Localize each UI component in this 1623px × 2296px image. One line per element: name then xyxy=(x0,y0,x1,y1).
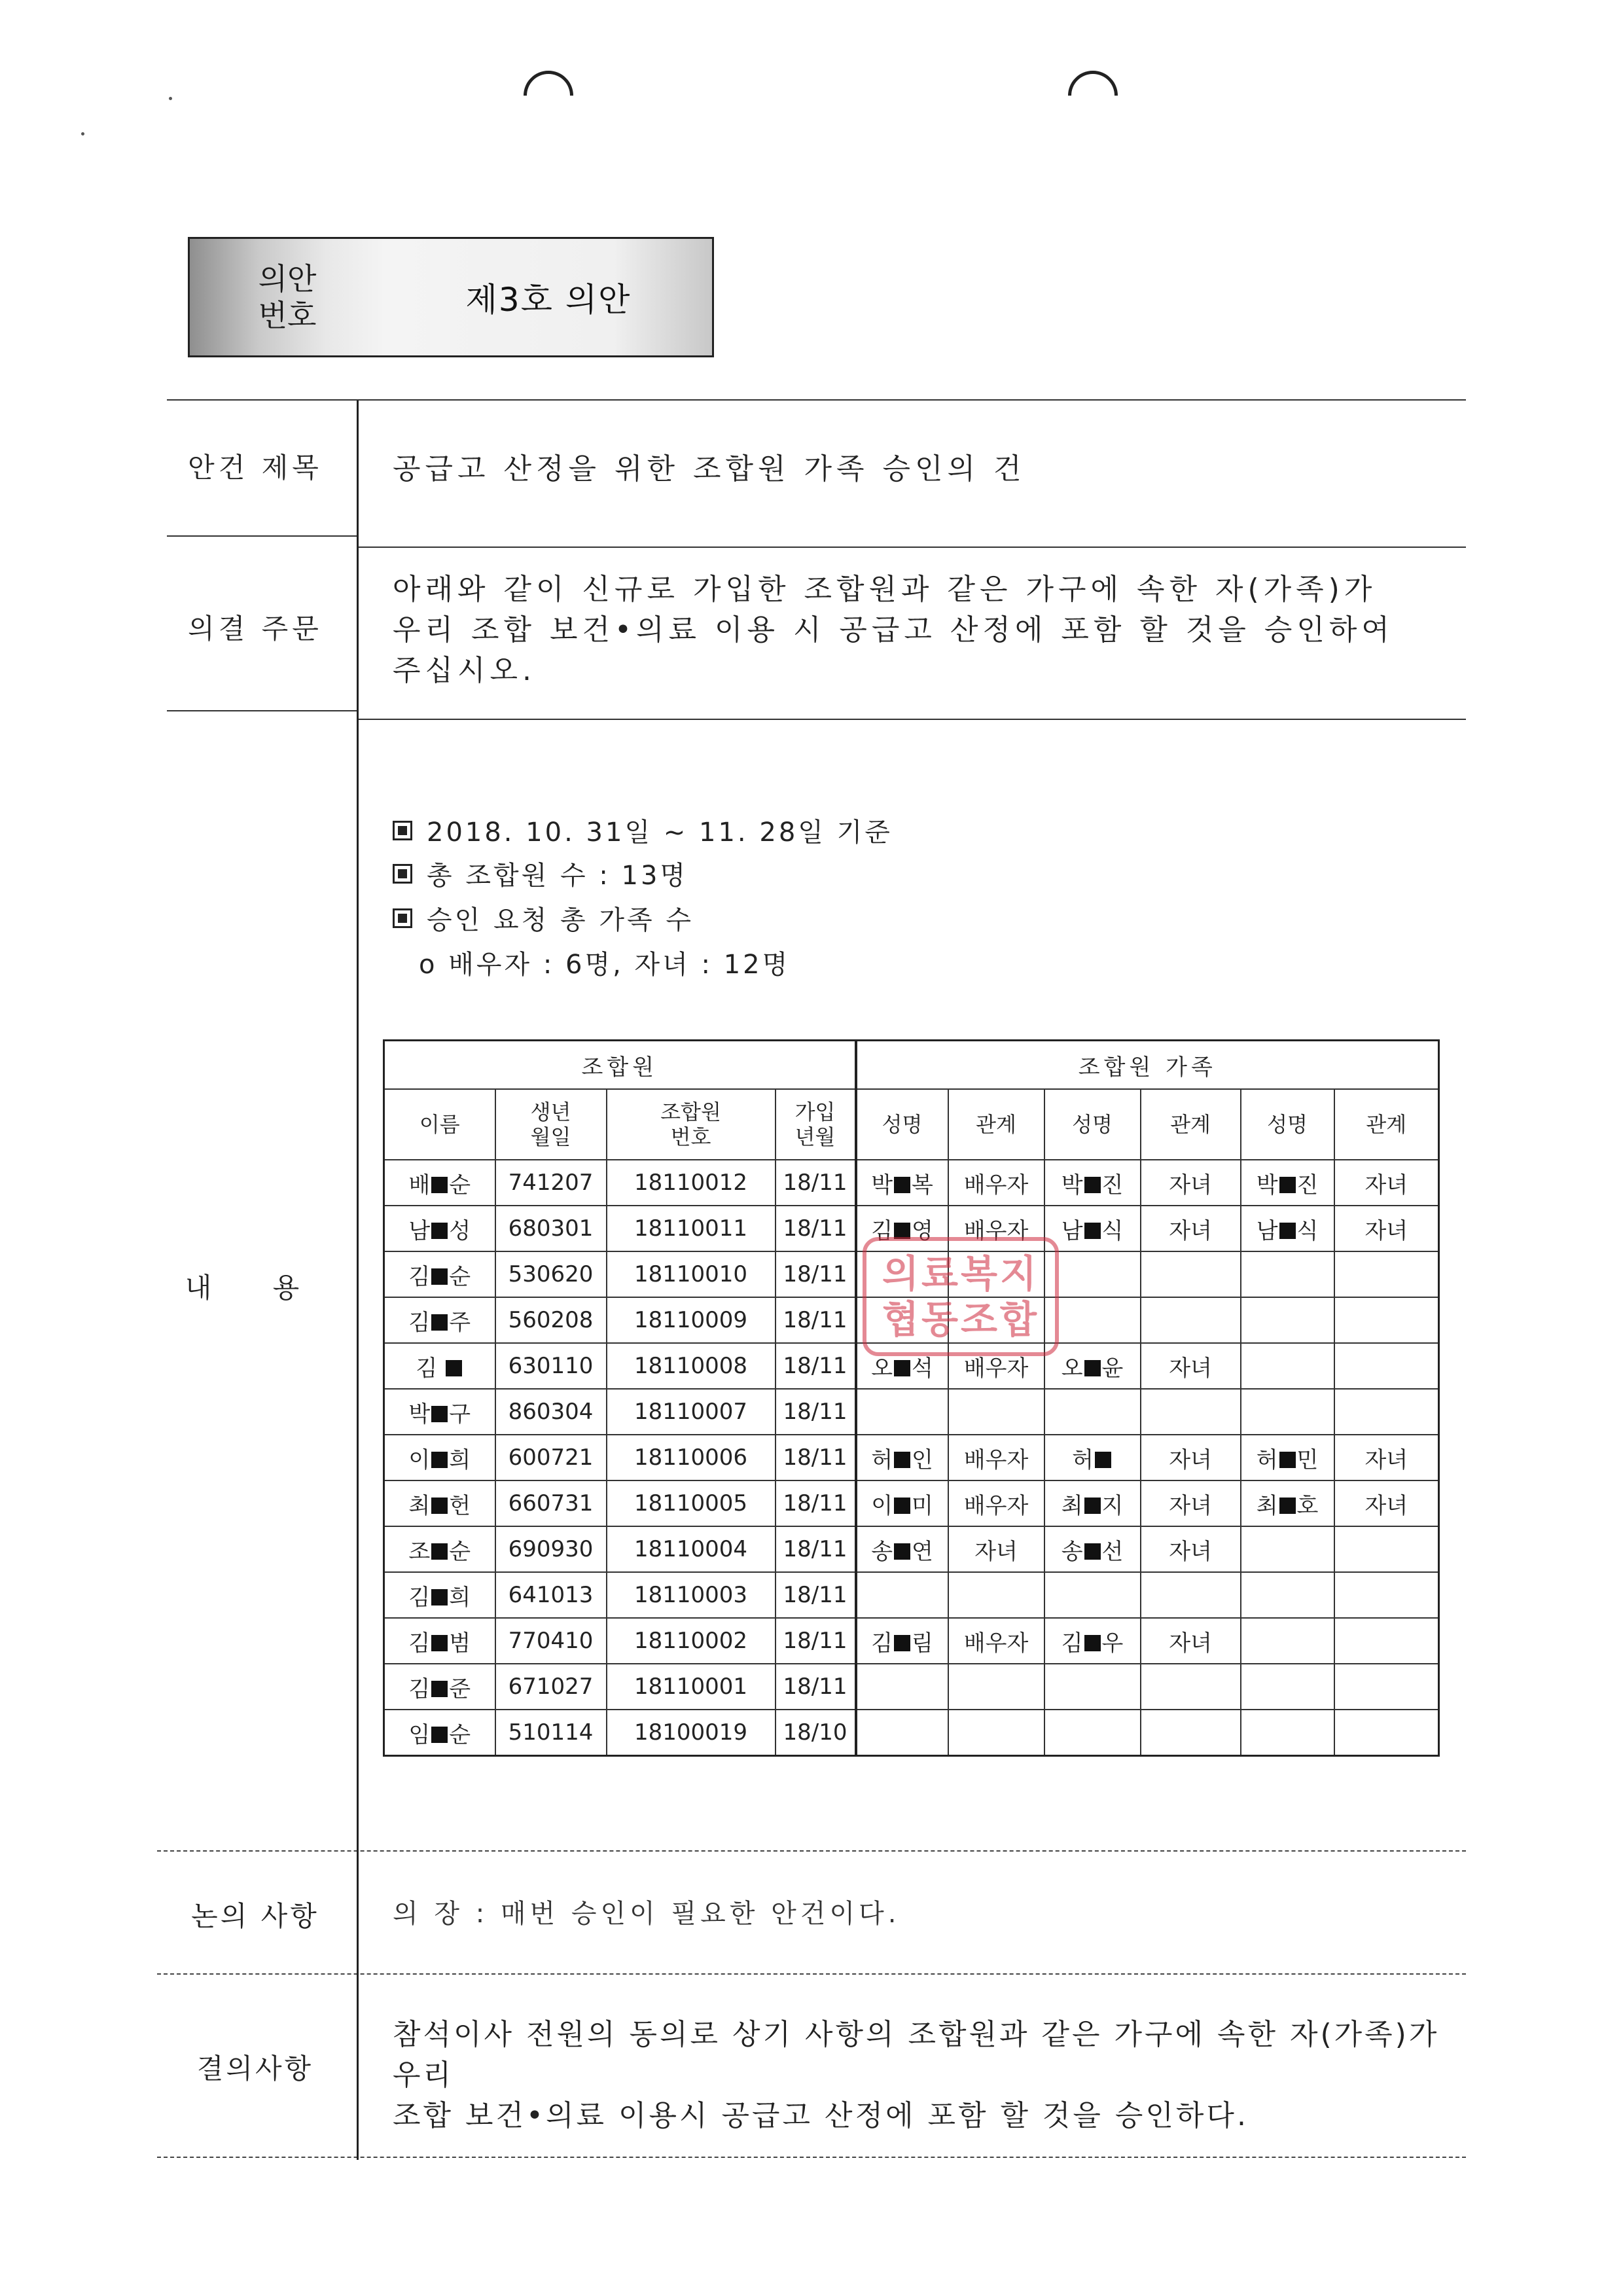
redaction-mark xyxy=(894,1223,910,1239)
table-cell xyxy=(856,1389,948,1435)
divider xyxy=(167,535,357,537)
table-cell: 자녀 xyxy=(1141,1435,1241,1480)
redaction-mark xyxy=(431,1727,448,1743)
section-label-content: 내 용 xyxy=(185,1272,326,1304)
table-cell xyxy=(1334,1251,1439,1297)
redaction-mark xyxy=(431,1589,448,1605)
table-row xyxy=(384,1618,1439,1664)
punch-hole-left xyxy=(513,60,583,130)
table-cell xyxy=(1141,1389,1241,1435)
table-row xyxy=(384,1435,1439,1480)
table-cell: 배 순 xyxy=(384,1160,495,1206)
table-cell: 배우자 xyxy=(948,1435,1044,1480)
decision-line: 참석이사 전원의 동의로 상기 사항의 조합원과 같은 가구에 속한 자(가족)가 우리 xyxy=(393,2018,1440,2092)
agenda-number-label-text: 의안 번호 xyxy=(258,261,317,333)
table-cell: 560208 xyxy=(495,1297,607,1343)
table-cell: 최 지 xyxy=(1044,1480,1141,1526)
scan-speck xyxy=(81,132,84,135)
table-cell xyxy=(1241,1251,1334,1297)
table-cell xyxy=(1141,1251,1241,1297)
table-cell xyxy=(856,1572,948,1618)
table-cell: 641013 xyxy=(495,1572,607,1618)
divider xyxy=(357,719,1466,720)
label-column-divider xyxy=(357,401,359,2160)
table-cell: 18/11 xyxy=(776,1435,856,1480)
table-cell xyxy=(1334,1297,1439,1343)
table-cell xyxy=(948,1710,1044,1756)
redaction-mark xyxy=(1279,1177,1296,1193)
discussion-text: 의 장 : 매번 승인이 필요한 안건이다. xyxy=(393,1899,901,1929)
table-cell: 자녀 xyxy=(1141,1160,1241,1206)
agenda-title-text: 공급고 산정을 위한 조합원 가족 승인의 건 xyxy=(393,452,1026,486)
table-cell: 18/11 xyxy=(776,1526,856,1572)
table-cell: 770410 xyxy=(495,1618,607,1664)
table-cell xyxy=(1241,1297,1334,1343)
table-cell: 자녀 xyxy=(1141,1480,1241,1526)
bullet-text: 2018. 10. 31일 ~ 11. 28일 기준 xyxy=(427,817,893,848)
column-header: 성명 xyxy=(1044,1089,1141,1160)
scan-speck xyxy=(169,97,172,100)
redaction-mark xyxy=(1279,1452,1296,1468)
redaction-mark xyxy=(431,1406,448,1422)
table-cell: 허 xyxy=(1044,1435,1141,1480)
redaction-mark xyxy=(431,1681,448,1697)
checkbox-square-icon xyxy=(393,821,412,840)
redaction-mark xyxy=(1084,1635,1101,1651)
table-cell: 630110 xyxy=(495,1343,607,1389)
table-cell: 18110002 xyxy=(607,1618,776,1664)
redaction-mark xyxy=(1084,1177,1101,1193)
table-cell xyxy=(1241,1343,1334,1389)
table-cell: 18100019 xyxy=(607,1710,776,1756)
table-cell: 18/11 xyxy=(776,1618,856,1664)
table-cell: 임 순 xyxy=(384,1710,495,1756)
table-cell: 600721 xyxy=(495,1435,607,1480)
column-header: 관계 xyxy=(1334,1089,1439,1160)
table-cell: 18/11 xyxy=(776,1297,856,1343)
divider xyxy=(167,399,1466,401)
table-cell: 18110009 xyxy=(607,1297,776,1343)
table-cell: 자녀 xyxy=(1141,1206,1241,1251)
divider xyxy=(157,2157,1466,2158)
table-cell: 18110001 xyxy=(607,1664,776,1710)
bullet-text: 총 조합원 수 : 13명 xyxy=(427,861,688,891)
redaction-mark xyxy=(894,1452,910,1468)
table-cell: 허 민 xyxy=(1241,1435,1334,1480)
table-cell xyxy=(1334,1664,1439,1710)
table-cell: 배우자 xyxy=(948,1618,1044,1664)
table-cell xyxy=(1141,1572,1241,1618)
redaction-mark xyxy=(894,1177,910,1193)
table-cell: 18110010 xyxy=(607,1251,776,1297)
table-cell xyxy=(1141,1297,1241,1343)
table-row xyxy=(384,1572,1439,1618)
table-cell xyxy=(1334,1618,1439,1664)
redaction-mark xyxy=(1084,1498,1101,1514)
table-cell xyxy=(1241,1572,1334,1618)
table-cell: 860304 xyxy=(495,1389,607,1435)
redaction-mark xyxy=(1095,1452,1111,1468)
table-cell: 18/11 xyxy=(776,1664,856,1710)
redaction-mark xyxy=(431,1177,448,1193)
table-cell: 박 진 xyxy=(1044,1160,1141,1206)
seal-text: 의료복지 xyxy=(882,1251,1040,1296)
table-cell xyxy=(948,1572,1044,1618)
table-cell: 허 인 xyxy=(856,1435,948,1480)
resolution-line: 아래와 같이 신규로 가입한 조합원과 같은 가구에 속한 자(가족)가 xyxy=(393,573,1377,606)
table-cell: 18110011 xyxy=(607,1206,776,1251)
redaction-mark xyxy=(1279,1498,1296,1514)
redaction-mark xyxy=(894,1635,910,1651)
table-cell: 김 주 xyxy=(384,1297,495,1343)
bullet-item xyxy=(393,855,688,892)
table-cell: 김 xyxy=(384,1343,495,1389)
table-cell: 최 호 xyxy=(1241,1480,1334,1526)
table-cell xyxy=(948,1664,1044,1710)
table-cell: 18110003 xyxy=(607,1572,776,1618)
table-cell xyxy=(1044,1572,1141,1618)
table-cell: 자녀 xyxy=(1141,1618,1241,1664)
table-cell xyxy=(1241,1710,1334,1756)
seal-text: 협동조합 xyxy=(882,1297,1040,1342)
table-cell: 송 연 xyxy=(856,1526,948,1572)
table-cell: 김 우 xyxy=(1044,1618,1141,1664)
table-cell: 18110007 xyxy=(607,1389,776,1435)
redaction-mark xyxy=(431,1543,448,1560)
column-header: 관계 xyxy=(1141,1089,1241,1160)
bullet-item xyxy=(393,899,694,937)
table-cell: 김 순 xyxy=(384,1251,495,1297)
table-cell: 배우자 xyxy=(948,1343,1044,1389)
table-cell xyxy=(1141,1664,1241,1710)
table-row xyxy=(384,1664,1439,1710)
table-cell: 남 성 xyxy=(384,1206,495,1251)
resolution-text xyxy=(393,569,1440,691)
redaction-mark xyxy=(1279,1223,1296,1239)
table-cell: 오 석 xyxy=(856,1343,948,1389)
divider xyxy=(157,1850,1466,1852)
bullet-text: 승인 요청 총 가족 수 xyxy=(427,905,694,935)
table-cell: 박 복 xyxy=(856,1160,948,1206)
divider xyxy=(157,1973,1466,1975)
divider xyxy=(167,710,357,711)
redaction-mark xyxy=(1084,1543,1101,1560)
table-cell: 671027 xyxy=(495,1664,607,1710)
punch-hole-right xyxy=(1058,60,1128,130)
table-cell: 자녀 xyxy=(1141,1343,1241,1389)
table-cell xyxy=(1241,1526,1334,1572)
table-cell: 자녀 xyxy=(1334,1435,1439,1480)
column-header: 관계 xyxy=(948,1089,1044,1160)
redaction-mark xyxy=(894,1360,910,1376)
table-cell: 김 범 xyxy=(384,1618,495,1664)
column-header: 성명 xyxy=(1241,1089,1334,1160)
redaction-mark xyxy=(431,1314,448,1331)
table-row xyxy=(384,1480,1439,1526)
table-cell xyxy=(1241,1618,1334,1664)
section-label-title: 안건 제목 xyxy=(188,452,323,484)
table-cell: 남 식 xyxy=(1044,1206,1141,1251)
table-cell: 18/11 xyxy=(776,1206,856,1251)
table-cell xyxy=(1334,1572,1439,1618)
group-header-member: 조합원 xyxy=(384,1041,856,1090)
redaction-mark xyxy=(446,1360,462,1376)
table-cell: 18110008 xyxy=(607,1343,776,1389)
table-cell xyxy=(1044,1710,1141,1756)
table-cell: 자녀 xyxy=(948,1526,1044,1572)
table-cell: 18/10 xyxy=(776,1710,856,1756)
table-cell xyxy=(948,1389,1044,1435)
table-cell: 박 진 xyxy=(1241,1160,1334,1206)
redaction-mark xyxy=(894,1543,910,1560)
table-cell: 18110005 xyxy=(607,1480,776,1526)
sub-bullet-item: o 배우자 : 6명, 자녀 : 12명 xyxy=(419,950,791,980)
column-header: 생년 월일 xyxy=(495,1089,607,1160)
table-cell: 18/11 xyxy=(776,1389,856,1435)
redaction-mark xyxy=(1084,1360,1101,1376)
column-header: 이름 xyxy=(384,1089,495,1160)
table-cell: 자녀 xyxy=(1334,1480,1439,1526)
table-cell xyxy=(1334,1526,1439,1572)
table-cell: 18/11 xyxy=(776,1572,856,1618)
resolution-line: 주십시오. xyxy=(393,654,537,687)
table-cell: 김 영 xyxy=(856,1206,948,1251)
table-cell: 남 식 xyxy=(1241,1206,1334,1251)
table-cell xyxy=(1044,1389,1141,1435)
section-label-decision: 결의사항 xyxy=(196,2053,314,2085)
table-row xyxy=(384,1160,1439,1206)
table-cell xyxy=(1241,1664,1334,1710)
table-cell: 741207 xyxy=(495,1160,607,1206)
table-cell: 18110004 xyxy=(607,1526,776,1572)
agenda-number-label xyxy=(190,239,385,355)
table-cell: 660731 xyxy=(495,1480,607,1526)
group-header-family: 조합원 가족 xyxy=(856,1041,1439,1090)
table-row xyxy=(384,1710,1439,1756)
column-header: 성명 xyxy=(856,1089,948,1160)
table-cell xyxy=(856,1664,948,1710)
table-cell: 배우자 xyxy=(948,1480,1044,1526)
table-cell: 송 선 xyxy=(1044,1526,1141,1572)
table-cell: 조 순 xyxy=(384,1526,495,1572)
table-cell xyxy=(1241,1389,1334,1435)
table-cell: 18/11 xyxy=(776,1480,856,1526)
member-family-table xyxy=(383,1039,1440,1757)
decision-text xyxy=(393,2015,1466,2136)
table-cell xyxy=(1334,1389,1439,1435)
bullet-item xyxy=(393,812,893,849)
column-header: 조합원 번호 xyxy=(607,1089,776,1160)
resolution-line: 우리 조합 보건•의료 이용 시 공급고 산정에 포함 할 것을 승인하여 xyxy=(393,613,1394,647)
table-cell: 530620 xyxy=(495,1251,607,1297)
redaction-mark xyxy=(431,1452,448,1468)
table-cell: 이 미 xyxy=(856,1480,948,1526)
table-cell: 18110006 xyxy=(607,1435,776,1480)
table-cell xyxy=(1334,1710,1439,1756)
table-cell xyxy=(1044,1664,1141,1710)
redaction-mark xyxy=(431,1635,448,1651)
table-cell: 김 림 xyxy=(856,1618,948,1664)
table-cell: 이 희 xyxy=(384,1435,495,1480)
redaction-mark xyxy=(431,1223,448,1239)
table-cell: 김 준 xyxy=(384,1664,495,1710)
redaction-mark xyxy=(431,1498,448,1514)
table-cell: 박 구 xyxy=(384,1389,495,1435)
table-cell xyxy=(1334,1343,1439,1389)
table-cell: 18/11 xyxy=(776,1343,856,1389)
table-cell: 김 희 xyxy=(384,1572,495,1618)
table-cell: 배우자 xyxy=(948,1160,1044,1206)
divider xyxy=(357,547,1466,548)
table-cell: 680301 xyxy=(495,1206,607,1251)
red-seal-stamp xyxy=(863,1237,1059,1356)
redaction-mark xyxy=(1084,1223,1101,1239)
section-label-discussion: 논의 사항 xyxy=(191,1900,319,1932)
table-cell: 최 헌 xyxy=(384,1480,495,1526)
table-cell: 자녀 xyxy=(1141,1526,1241,1572)
table-cell: 배우자 xyxy=(948,1206,1044,1251)
checkbox-square-icon xyxy=(393,864,412,884)
table-cell: 자녀 xyxy=(1334,1206,1439,1251)
section-label-resolution: 의결 주문 xyxy=(188,613,323,645)
column-header: 가입 년월 xyxy=(776,1089,856,1160)
table-cell: 18/11 xyxy=(776,1251,856,1297)
checkbox-square-icon xyxy=(393,908,412,928)
table-cell: 오 윤 xyxy=(1044,1343,1141,1389)
table-cell: 18/11 xyxy=(776,1160,856,1206)
redaction-mark xyxy=(894,1498,910,1514)
table-cell xyxy=(1141,1710,1241,1756)
decision-line: 조합 보건•의료 이용시 공급고 산정에 포함 할 것을 승인하다. xyxy=(393,2099,1249,2132)
agenda-number-box xyxy=(188,237,714,357)
table-cell: 690930 xyxy=(495,1526,607,1572)
redaction-mark xyxy=(431,1268,448,1285)
table-row xyxy=(384,1389,1439,1435)
table-cell: 자녀 xyxy=(1334,1160,1439,1206)
table-row xyxy=(384,1526,1439,1572)
table-cell xyxy=(856,1710,948,1756)
table-cell: 510114 xyxy=(495,1710,607,1756)
table-cell: 18110012 xyxy=(607,1160,776,1206)
agenda-number-value: 제3호 의안 xyxy=(385,239,712,355)
